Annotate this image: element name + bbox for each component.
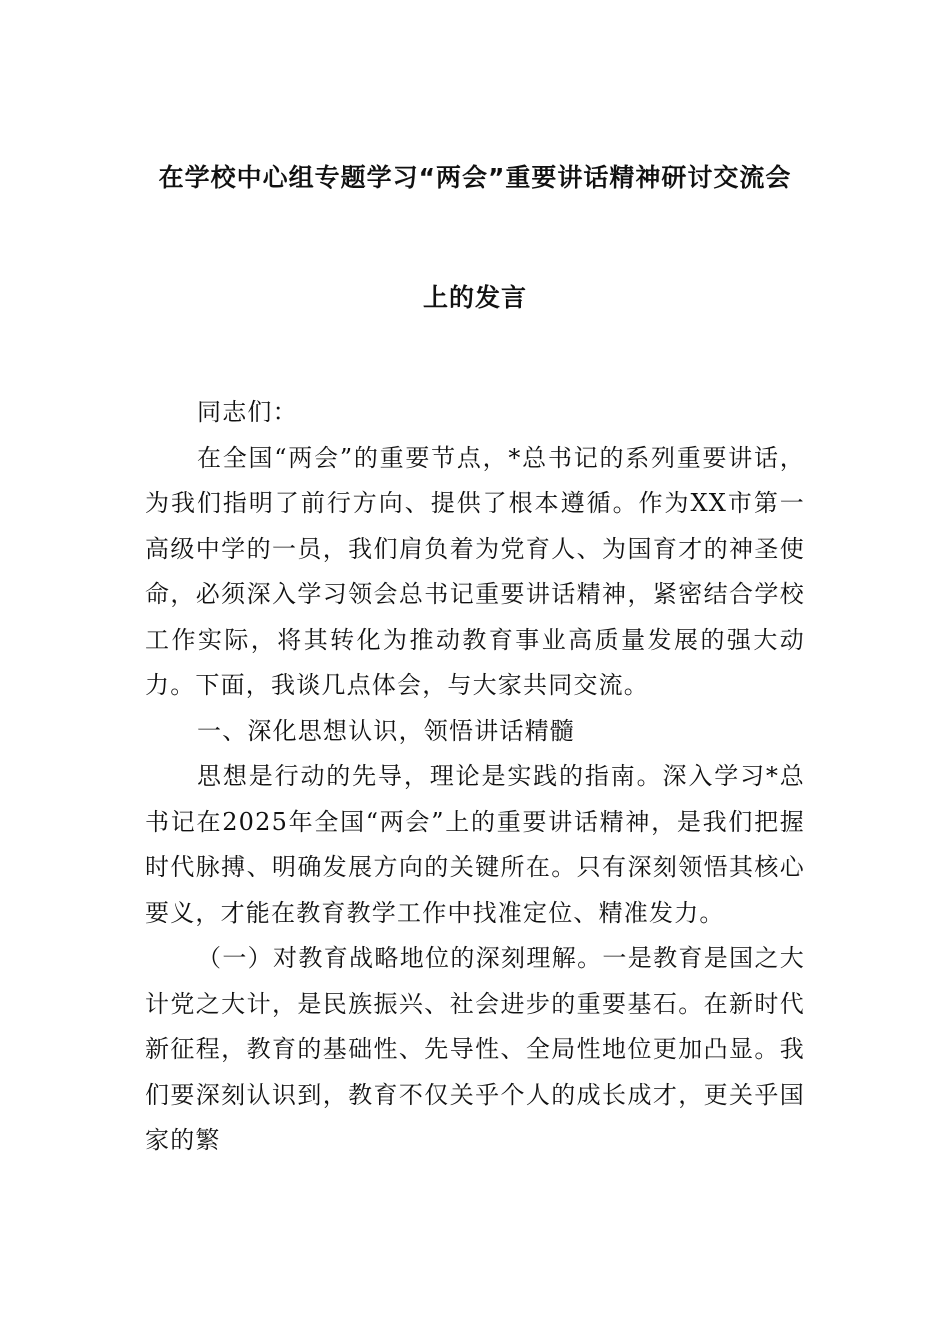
document-title-line-2: 上的发言 [422,283,527,312]
body-paragraph-intro: 在全国“两会”的重要节点，*总书记的系列重要讲话，为我们指明了前行方向、提供了根本遵循。作为XX市第一高级中学的一员，我们肩负着为党育人、为国育才的神圣使命，必须深入学习领会总书记重要讲话精神，紧密结合学校工作实际，将其转化为推动教育事业高质量发展的强大动力。下面，我谈几点体会，与大家共同交流。 [145,443,805,699]
document-body [145,390,805,1164]
body-paragraph-section-1: 思想是行动的先导，理论是实践的指南。深入学习*总书记在2025年全国“两会”上的重要讲话精神，是我们把握时代脉搏、明确发展方向的关键所在。只有深刻领悟其核心要义，才能在教育教学工作中找准定位、精准发力。 [145,762,805,927]
salutation: 同志们： [197,398,298,426]
section-heading-1: 一、深化思想认识，领悟讲话精髓 [197,716,575,745]
document-title-line-1: 在学校中心组专题学习“两会”重要讲话精神研讨交流会 [158,163,792,192]
body-paragraph-subsection-1: （一）对教育战略地位的深刻理解。一是教育是国之大计党之大计，是民族振兴、社会进步的重要基石。在新时代新征程，教育的基础性、先导性、全局性地位更加凸显。我们要深刻认识到，教育不仅关乎个人的成长成才，更关乎国家的繁 [145,944,805,1154]
